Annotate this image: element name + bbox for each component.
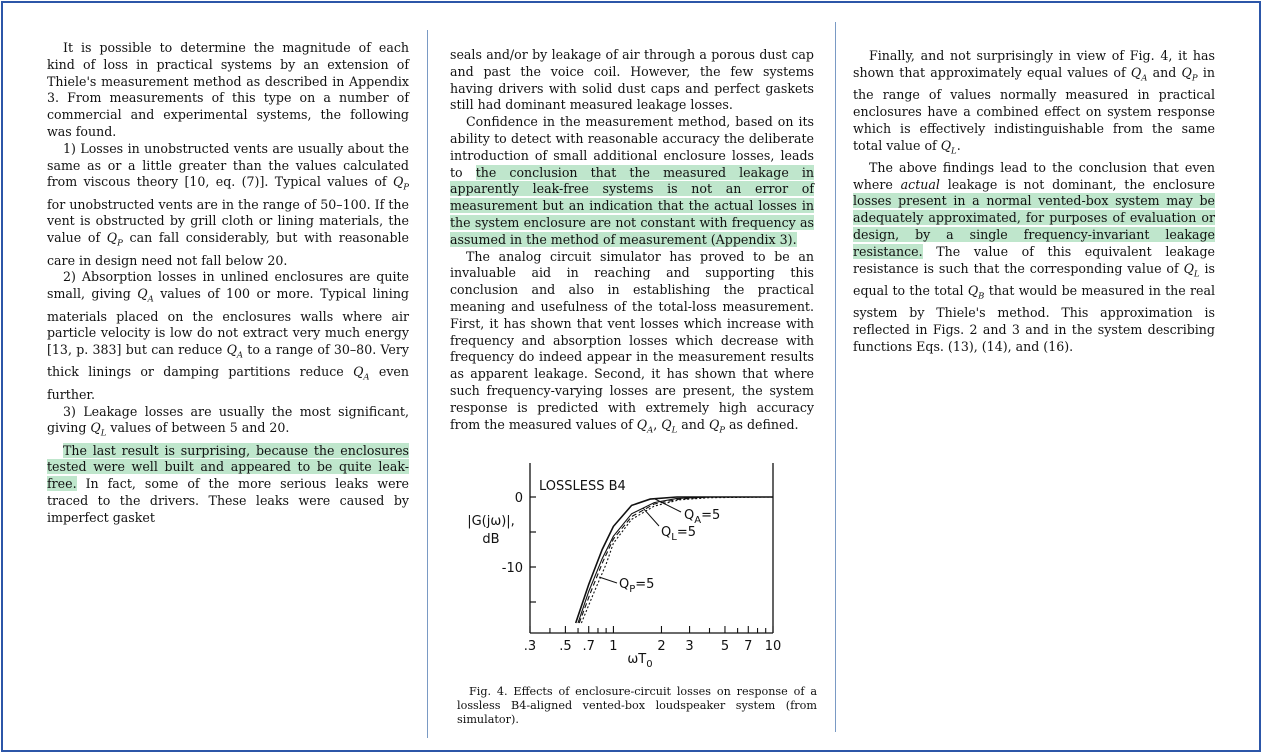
paragraph: Finally, and not surprisingly in view of Fig. 4, it has shown that approximately equal values of $Q_A$ and $Q_P$ in the range of values normally measured in practical enclosures have a combined effect on system response which is effectively indistinguishable from the same total value of $Q_L$. [853, 48, 1215, 157]
paragraph: seals and/or by leakage of air through a porous dust cap and past the voice coil. However, the few systems having drivers with solid dust caps and perfect gaskets still had dominant measured leakage losses. [450, 47, 814, 113]
x-tick-label: 10 [764, 639, 782, 654]
symbol-ql: $Q_L$ [90, 420, 107, 439]
symbol-qa: $Q_A$ [636, 416, 654, 436]
paragraph: It is possible to determine the magnitude of each kind of loss in practical systems by an extension of Thiele's measurement method as described in Appendix 3. From measurements of this type on a number of commercial and experimental systems, the following was found. [47, 40, 409, 139]
x-axis-label: $\omega T_0$ [627, 652, 653, 670]
y-axis-unit: dB [482, 532, 500, 547]
figure-4-chart [455, 455, 825, 680]
text-column-2 [450, 47, 814, 439]
symbol-ql: $Q_L$ [661, 416, 678, 436]
y-tick-label-0: 0 [514, 491, 523, 506]
paragraph: The above findings lead to the conclusion that even where actual leakage is not dominant, the enclosure losses present in a normal vented-box system may be adequately approximated, for purposes of evaluation or design, by a single frequency-invariant leakage resistance. The value of this equivalent leakage resistance is such that the corresponding value of $Q_L$ is equal to the total $Q_B$ that would be measured in the real system by Thiele's method. This approximation is reflected in Figs. 2 and 3 and in the system describing functions Eqs. (13), (14), and (16). [853, 159, 1216, 354]
y-axis-label: |G(jω)|, [467, 514, 515, 529]
paragraph: Confidence in the measurement method, based on its ability to detect with reasonable accuracy the deliberate introduction of small additional enclosure losses, leads to the conclusion that the measured leakage in apparently leak-free systems is not an error of measurement but an indication that the actual losses in the system enclosure are not constant with frequency as assumed in the method of measurement (Appendix 3). [450, 114, 814, 247]
chart-curves [576, 497, 773, 623]
x-tick-label: .5 [559, 639, 572, 654]
text-column-3 [853, 48, 1215, 356]
x-tick-label: .7 [582, 639, 595, 654]
column-divider-2 [835, 22, 836, 732]
highlighted-text: the conclusion that the measured leakage in apparently leak-free systems is not an error of measurement but an indication that the actual losses in the system enclosure are not constant with frequency as assumed in the method of measurement (Appendix 3). [450, 164, 814, 247]
y-tick-label-minus10: -10 [501, 561, 523, 576]
x-tick-label: .3 [523, 639, 537, 654]
leader-ql [643, 508, 659, 526]
curve-ql-5 [579, 497, 773, 623]
column-divider-1 [427, 30, 428, 738]
curve-lossless-b4 [576, 497, 773, 623]
figure-caption: Fig. 4. Effects of enclosure-circuit losses on response of a lossless B4-aligned vented-box loudspeaker system (from simulator). [457, 685, 817, 726]
symbol-qa: $Q_A$ [1130, 64, 1148, 84]
text-column-1 [47, 40, 409, 527]
symbol-qb: $Q_B$ [967, 282, 985, 302]
symbol-qp: $Q_P$ [392, 174, 409, 193]
label-lossless-b4: LOSSLESS B4 [539, 479, 626, 494]
symbol-qa: $Q_A$ [353, 364, 370, 383]
x-tick-marks [530, 626, 773, 633]
x-tick-label: 7 [744, 639, 753, 654]
curve-qp-5 [581, 497, 773, 623]
symbol-qa: $Q_A$ [137, 286, 154, 305]
x-tick-label: 3 [685, 639, 694, 654]
y-axis [530, 463, 536, 633]
paragraph: The analog circuit simulator has proved to be an invaluable aid in reaching and supporting this conclusion and also in establishing the practical meaning and usefulness of the total-loss measurement. First, it has shown that vent losses which increase with frequency and absorption losses which decrease with frequency do indeed appear in the measurement results as apparent leakage. Second, it has shown that where such frequency-varying losses are present, the system response is predicted with extremely high accuracy from the measured values of $Q_A$, $Q_L$ and $Q_P$ as defined. [450, 248, 814, 436]
paragraph: 3) Leakage losses are usually the most significant, giving $Q_L$ values of between 5 and 20. [47, 403, 409, 439]
paragraph: 1) Losses in unobstructed vents are usually about the same as or a little greater than the values calculated from viscous theory [10, eq. (7)]. Typical values of $Q_P$ for unobstructed vents are in the range of 50–100. If the vent is obstructed by grill cloth or lining materials, the value of $Q_P$ can fall considerably, but with reasonable care in design need not fall below 20. [47, 140, 409, 268]
symbol-qa: $Q_A$ [226, 342, 244, 361]
highlighted-text: The last result is surprising, because the enclosures tested were well built and appeared to be quite leak-free. [47, 442, 409, 492]
x-tick-label: 1 [609, 639, 618, 654]
x-tick-label: 2 [657, 639, 666, 654]
leader-qp [599, 577, 617, 583]
paragraph: The last result is surprising, because the enclosures tested were well built and appeared to be quite leak-free. In fact, some of the more serious leaks were traced to the drivers. These leaks were caused by imperfect gasket [47, 442, 409, 525]
label-qa5: $Q_A=5$ [684, 508, 721, 526]
highlighted-text: losses present in a normal vented-box system may be adequately approximated, for purposes of evaluation or design, by a single frequency-invariant leakage resistance. [853, 193, 1215, 259]
label-ql5: $Q_L=5$ [661, 525, 696, 543]
x-tick-labels [524, 639, 781, 654]
symbol-qp: $Q_P$ [1181, 64, 1198, 84]
symbol-qp: $Q_P$ [708, 416, 725, 436]
x-tick-label: 5 [720, 639, 730, 654]
symbol-qp: $Q_P$ [106, 230, 123, 249]
paragraph: 2) Absorption losses in unlined enclosures are quite small, giving $Q_A$ values of 100 or more. Typical lining materials placed on the enclosures walls where air particle velocity is low do not extract very much energy [13, p. 383] but can reduce $Q_A$ to a range of 30–80. Very thick linings or damping partitions reduce $Q_A$ even further. [47, 269, 409, 402]
label-qp5: $Q_P=5$ [619, 577, 655, 595]
symbol-ql: $Q_L$ [1183, 260, 1200, 280]
symbol-ql: $Q_L$ [940, 137, 957, 157]
